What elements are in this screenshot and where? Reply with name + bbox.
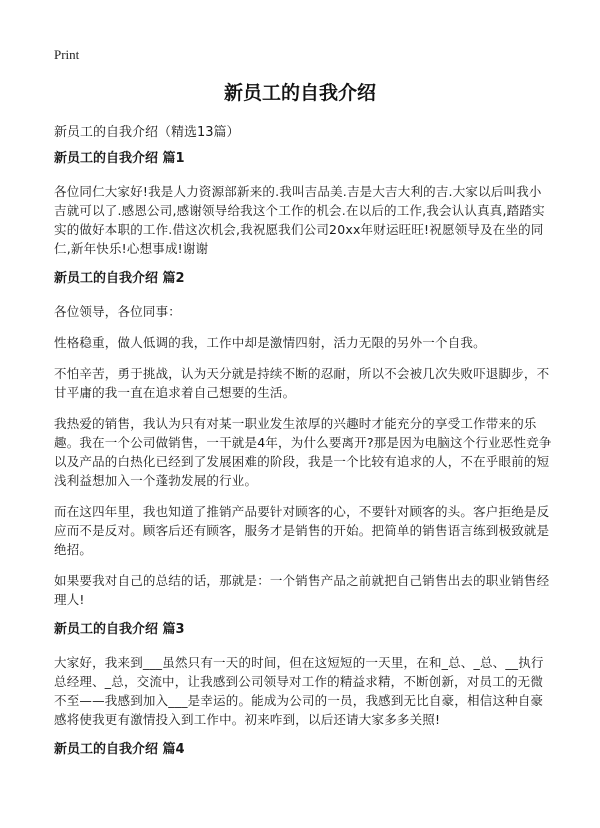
section-heading: 新员工的自我介绍 篇1 bbox=[54, 151, 185, 166]
document-title: 新员工的自我介绍 bbox=[223, 82, 376, 104]
section-heading: 新员工的自我介绍 篇4 bbox=[54, 742, 185, 757]
paragraph: 不怕辛苦，勇于挑战，认为天分就是持续不断的忍耐，所以不会被几次失败吓退脚步，不甘平庸的我一直在追求着自己想要的生活。 bbox=[54, 366, 550, 400]
section-3 bbox=[54, 621, 554, 729]
section-1 bbox=[54, 150, 554, 258]
section-2 bbox=[54, 270, 554, 609]
section-heading: 新员工的自我介绍 篇2 bbox=[54, 271, 185, 286]
paragraph: 我热爱的销售，我认为只有对某一职业发生浓厚的兴趣时才能充分的享受工作带来的乐趣。我在一个公司做销售，一干就是4年，为什么要离开?那是因为电脑这个行业恶性竞争以及产品的白热化已经到了发展困难的阶段，我是一个比较有追求的人，不在乎眼前的短浅利益想加入一个蓬勃发展的行业。 bbox=[54, 416, 552, 488]
print-label: Print bbox=[54, 47, 80, 62]
paragraph: 各位同仁大家好!我是人力资源部新来的.我叫吉品美.吉是大吉大利的吉.大家以后叫我小吉就可以了.感恩公司,感谢领导给我这个工作的机会.在以后的工作,我会认认真真,踏踏实实的做好本职的工作.借这次机会,我祝愿我们公司20xx年财运旺旺!祝愿领导及在坐的同仁,新年快乐!心想事成!谢谢 bbox=[54, 184, 545, 256]
paragraph: 如果要我对自己的总结的话，那就是：一个销售产品之前就把自己销售出去的职业销售经理人! bbox=[54, 573, 550, 607]
paragraph: 而在这四年里，我也知道了推销产品要针对顾客的心，不要针对顾客的头。客户拒绝是反应而不是反对。顾客后还有顾客，服务才是销售的开始。把简单的销售语言练到极致就是绝招。 bbox=[54, 504, 550, 557]
paragraph: 性格稳重，做人低调的我，工作中却是激情四射，活力无限的另外一个自我。 bbox=[54, 335, 486, 350]
paragraph: 大家好，我来到___虽然只有一天的时间，但在这短短的一天里，在和_总、_总、__执行总经理、_总，交流中，让我感到公司领导对工作的精益求精，不断创新，对员工的无微不至——我感到加入___是幸运的。能成为公司的一员，我感到无比自豪，相信这种自豪感将使我更有激情投入到工作中。初来咋到，以后还请大家多多关照! bbox=[54, 655, 544, 727]
document-body bbox=[54, 150, 554, 773]
paragraph: 各位领导，各位同事： bbox=[54, 304, 182, 319]
section-4 bbox=[54, 741, 554, 759]
document-subtitle: 新员工的自我介绍（精选13篇） bbox=[54, 125, 240, 140]
section-heading: 新员工的自我介绍 篇3 bbox=[54, 622, 185, 637]
